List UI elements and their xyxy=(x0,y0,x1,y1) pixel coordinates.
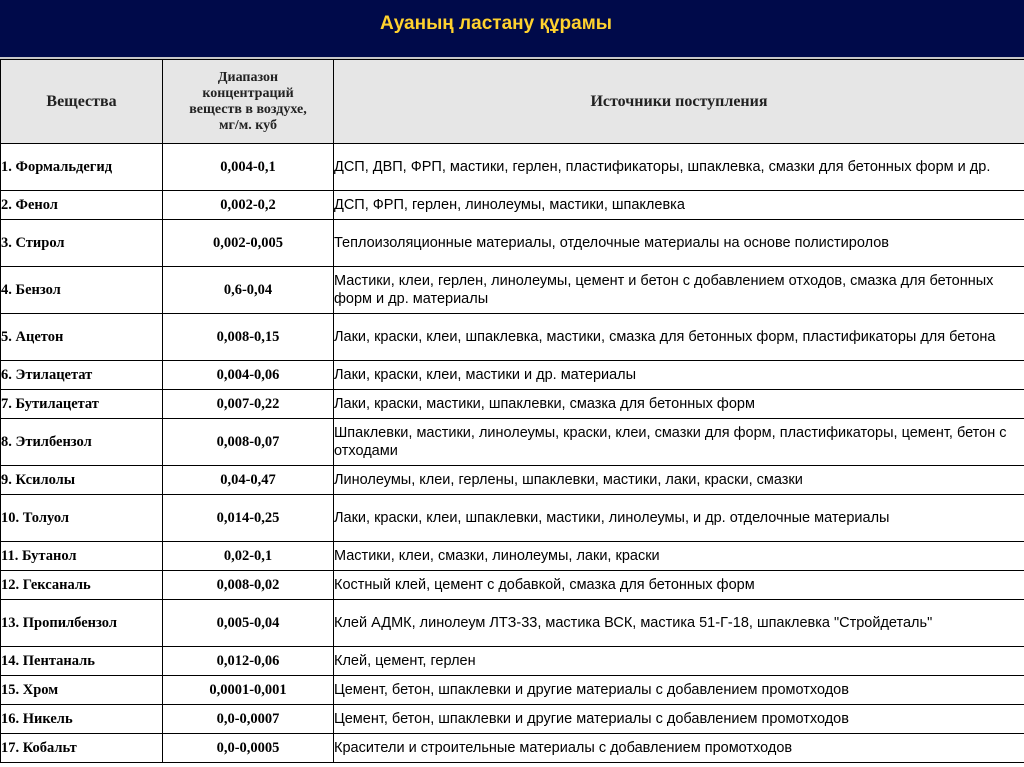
table-row xyxy=(1,220,1024,267)
sources-cell: Красители и строительные материалы с добавлением промотходов xyxy=(334,734,1024,763)
table-row xyxy=(1,419,1024,466)
sources-cell: Мастики, клеи, герлен, линолеумы, цемент и бетон с добавлением отходов, смазка для бетонных форм и др. материалы xyxy=(334,267,1024,314)
pollutants-table xyxy=(0,59,1024,763)
sources-cell: Лаки, краски, клеи, шпаклевки, мастики, линолеумы, и др. отделочные материалы xyxy=(334,495,1024,542)
range-cell: 0,002-0,2 xyxy=(163,191,334,220)
substance-cell: 14. Пентаналь xyxy=(1,647,163,676)
substance-cell: 11. Бутанол xyxy=(1,542,163,571)
header-substance: Вещества xyxy=(1,60,163,144)
substance-cell: 2. Фенол xyxy=(1,191,163,220)
table-row xyxy=(1,466,1024,495)
table-row xyxy=(1,600,1024,647)
range-cell: 0,002-0,005 xyxy=(163,220,334,267)
range-cell: 0,014-0,25 xyxy=(163,495,334,542)
range-cell: 0,008-0,02 xyxy=(163,571,334,600)
substance-cell: 15. Хром xyxy=(1,676,163,705)
range-cell: 0,004-0,1 xyxy=(163,144,334,191)
substance-cell: 9. Ксилолы xyxy=(1,466,163,495)
table-row xyxy=(1,314,1024,361)
header-concentration-range xyxy=(163,60,334,144)
range-cell: 0,004-0,06 xyxy=(163,361,334,390)
sources-cell: Лаки, краски, мастики, шпаклевки, смазка для бетонных форм xyxy=(334,390,1024,419)
range-cell: 0,02-0,1 xyxy=(163,542,334,571)
substance-cell: 10. Толуол xyxy=(1,495,163,542)
substance-cell: 6. Этилацетат xyxy=(1,361,163,390)
table-row xyxy=(1,495,1024,542)
header-concentration-range-text: Диапазон концентраций веществ в воздухе, мг/м. куб xyxy=(189,69,307,133)
range-cell: 0,0-0,0007 xyxy=(163,705,334,734)
table-row xyxy=(1,144,1024,191)
table-row xyxy=(1,390,1024,419)
table-header-row xyxy=(1,60,1024,144)
range-cell: 0,012-0,06 xyxy=(163,647,334,676)
substance-cell: 16. Никель xyxy=(1,705,163,734)
range-cell: 0,008-0,15 xyxy=(163,314,334,361)
table-row xyxy=(1,676,1024,705)
header-sources: Источники поступления xyxy=(334,60,1024,144)
table-row xyxy=(1,267,1024,314)
substance-cell: 17. Кобальт xyxy=(1,734,163,763)
table-row xyxy=(1,705,1024,734)
range-cell: 0,6-0,04 xyxy=(163,267,334,314)
range-cell: 0,0001-0,001 xyxy=(163,676,334,705)
sources-cell: ДСП, ФРП, герлен, линолеумы, мастики, шпаклевка xyxy=(334,191,1024,220)
sources-cell: Теплоизоляционные материалы, отделочные материалы на основе полистиролов xyxy=(334,220,1024,267)
substance-cell: 12. Гексаналь xyxy=(1,571,163,600)
range-cell: 0,008-0,07 xyxy=(163,419,334,466)
substance-cell: 8. Этилбензол xyxy=(1,419,163,466)
substance-cell: 5. Ацетон xyxy=(1,314,163,361)
slide-title: Ауаның ластану құрамы xyxy=(380,13,612,34)
table-row xyxy=(1,647,1024,676)
table-row xyxy=(1,191,1024,220)
range-cell: 0,005-0,04 xyxy=(163,600,334,647)
sources-cell: Лаки, краски, клеи, мастики и др. материалы xyxy=(334,361,1024,390)
sources-cell: Цемент, бетон, шпаклевки и другие материалы с добавлением промотходов xyxy=(334,705,1024,734)
range-cell: 0,0-0,0005 xyxy=(163,734,334,763)
sources-cell: Костный клей, цемент с добавкой, смазка для бетонных форм xyxy=(334,571,1024,600)
sources-cell: Цемент, бетон, шпаклевки и другие материалы с добавлением промотходов xyxy=(334,676,1024,705)
sources-cell: Лаки, краски, клеи, шпаклевка, мастики, смазка для бетонных форм, пластификаторы для бетона xyxy=(334,314,1024,361)
sources-cell: Шпаклевки, мастики, линолеумы, краски, клеи, смазки для форм, пластификаторы, цемент, бетон с отходами xyxy=(334,419,1024,466)
sources-cell: Клей АДМК, линолеум ЛТЗ-33, мастика ВСК, мастика 51-Г-18, шпаклевка "Стройдеталь" xyxy=(334,600,1024,647)
table-row xyxy=(1,571,1024,600)
substance-cell: 1. Формальдегид xyxy=(1,144,163,191)
substance-cell: 7. Бутилацетат xyxy=(1,390,163,419)
sources-cell: ДСП, ДВП, ФРП, мастики, герлен, пластификаторы, шпаклевка, смазки для бетонных форм и др. xyxy=(334,144,1024,191)
sources-cell: Клей, цемент, герлен xyxy=(334,647,1024,676)
sources-cell: Линолеумы, клеи, герлены, шпаклевки, мастики, лаки, краски, смазки xyxy=(334,466,1024,495)
range-cell: 0,04-0,47 xyxy=(163,466,334,495)
table-row xyxy=(1,361,1024,390)
substance-cell: 4. Бензол xyxy=(1,267,163,314)
substance-cell: 13. Пропилбензол xyxy=(1,600,163,647)
range-cell: 0,007-0,22 xyxy=(163,390,334,419)
substance-cell: 3. Стирол xyxy=(1,220,163,267)
slide-title-bar xyxy=(0,0,1024,57)
table-row xyxy=(1,542,1024,571)
sources-cell: Мастики, клеи, смазки, линолеумы, лаки, краски xyxy=(334,542,1024,571)
table-row xyxy=(1,734,1024,763)
